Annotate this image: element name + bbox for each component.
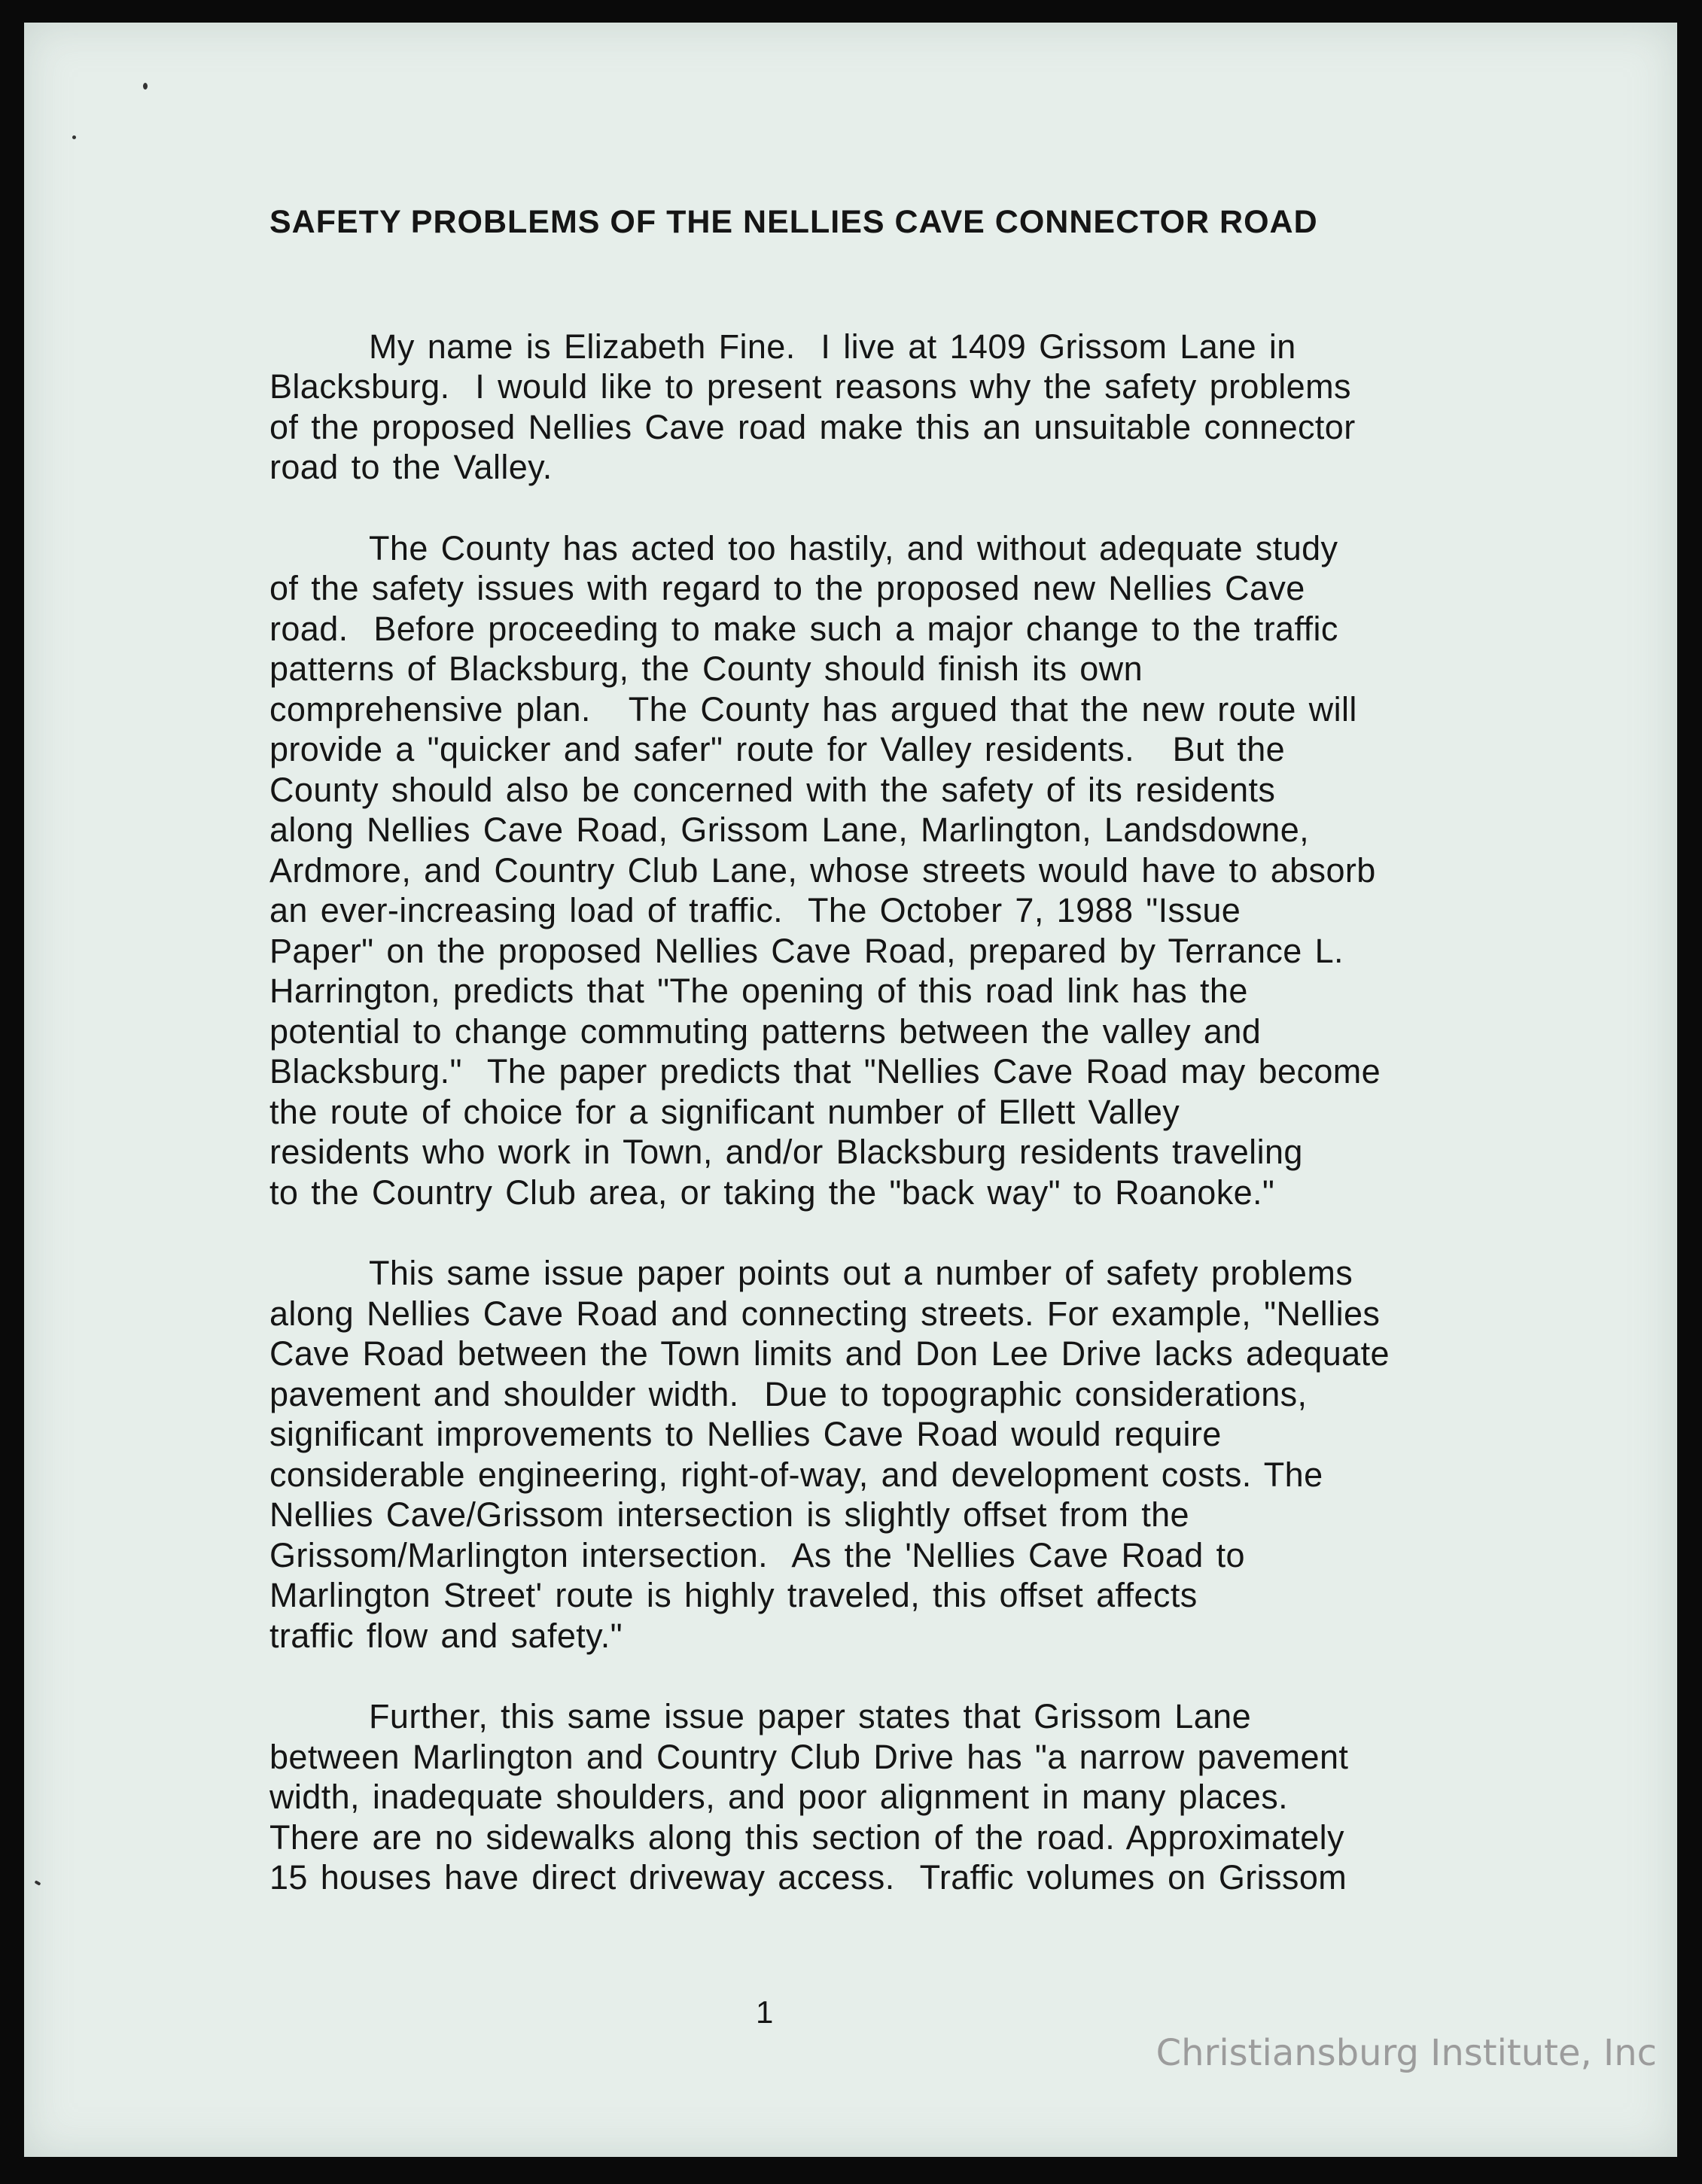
- paragraph-line: provide a "quicker and safer" route for Valley residents. But the: [269, 730, 1286, 769]
- paragraph-line: The County has acted too hastily, and without adequate study: [369, 528, 1338, 567]
- paragraph-line: road to the Valley.: [269, 448, 553, 487]
- paragraph-line: Harrington, predicts that "The opening of this road link has the: [269, 972, 1248, 1011]
- paragraph-line: Marlington Street' route is highly traveled, this offset affects: [269, 1576, 1198, 1615]
- paragraph-line: This same issue paper points out a number of safety problems: [369, 1254, 1353, 1293]
- paragraph-line: 15 houses have direct driveway access. Traffic volumes on Grissom: [269, 1858, 1347, 1897]
- paragraph-line: Cave Road between the Town limits and Don Lee Drive lacks adequate: [269, 1334, 1390, 1373]
- paragraph-line: significant improvements to Nellies Cave Road would require: [269, 1415, 1222, 1454]
- paragraph: [269, 1253, 1519, 1656]
- paragraph-line: along Nellies Cave Road and connecting streets. For example, "Nellies: [269, 1294, 1381, 1333]
- document-body: [269, 203, 1519, 1939]
- paragraph-line: Nellies Cave/Grissom intersection is slightly offset from the: [269, 1495, 1189, 1535]
- paragraph: [269, 528, 1519, 1213]
- paragraph-line: Further, this same issue paper states that Grissom Lane: [369, 1697, 1252, 1736]
- paragraph-line: road. Before proceeding to make such a major change to the traffic: [269, 609, 1338, 648]
- paragraph-line: of the proposed Nellies Cave road make this an unsuitable connector: [269, 407, 1356, 446]
- paragraph-line: potential to change commuting patterns between the valley and: [269, 1011, 1262, 1051]
- page-number: 1: [756, 1994, 774, 2030]
- paragraph-line: Grissom/Marlington intersection. As the 'Nellies Cave Road to: [269, 1535, 1245, 1574]
- paragraph-line: pavement and shoulder width. Due to topographic considerations,: [269, 1374, 1308, 1413]
- paragraph-line: My name is Elizabeth Fine. I live at 1409 Grissom Lane in: [369, 327, 1296, 366]
- paragraph-line: the route of choice for a significant number of Ellett Valley: [269, 1092, 1180, 1131]
- paragraph-line: There are no sidewalks along this section of the road. Approximately: [269, 1817, 1344, 1857]
- paragraph-line: between Marlington and Country Club Drive has "a narrow pavement: [269, 1737, 1349, 1776]
- paper-speck: [143, 83, 148, 90]
- document-title: SAFETY PROBLEMS OF THE NELLIES CAVE CONNECTOR ROAD: [269, 204, 1318, 240]
- paragraph-line: an ever-increasing load of traffic. The October 7, 1988 "Issue: [269, 891, 1241, 930]
- paragraph-container: [269, 327, 1519, 1898]
- paragraph-line: traffic flow and safety.": [269, 1616, 623, 1655]
- document-page: [24, 23, 1677, 2157]
- paragraph-line: of the safety issues with regard to the proposed new Nellies Cave: [269, 569, 1305, 608]
- paper-speck: [72, 135, 76, 139]
- paragraph-line: Ardmore, and Country Club Lane, whose streets would have to absorb: [269, 850, 1376, 890]
- paragraph-line: Blacksburg." The paper predicts that "Nellies Cave Road may become: [269, 1052, 1381, 1091]
- paragraph-line: Paper" on the proposed Nellies Cave Road, prepared by Terrance L.: [269, 931, 1344, 970]
- paper-speck: [35, 1880, 41, 1885]
- paragraph: [269, 1696, 1519, 1898]
- paragraph-line: comprehensive plan. The County has argued that the new route will: [269, 689, 1357, 729]
- paragraph-line: Blacksburg. I would like to present reasons why the safety problems: [269, 367, 1351, 406]
- paragraph-line: width, inadequate shoulders, and poor alignment in many places.: [269, 1778, 1289, 1817]
- watermark-text: Christiansburg Institute, Inc: [1155, 2032, 1657, 2074]
- paragraph-line: to the Country Club area, or taking the "back way" to Roanoke.": [269, 1173, 1275, 1212]
- paragraph-line: County should also be concerned with the safety of its residents: [269, 770, 1276, 809]
- paragraph-line: patterns of Blacksburg, the County should finish its own: [269, 649, 1143, 689]
- paragraph-line: residents who work in Town, and/or Blacksburg residents traveling: [269, 1133, 1303, 1172]
- paragraph-line: considerable engineering, right-of-way, and development costs. The: [269, 1455, 1323, 1494]
- paragraph-line: along Nellies Cave Road, Grissom Lane, Marlington, Landsdowne,: [269, 811, 1310, 850]
- paragraph: [269, 327, 1519, 488]
